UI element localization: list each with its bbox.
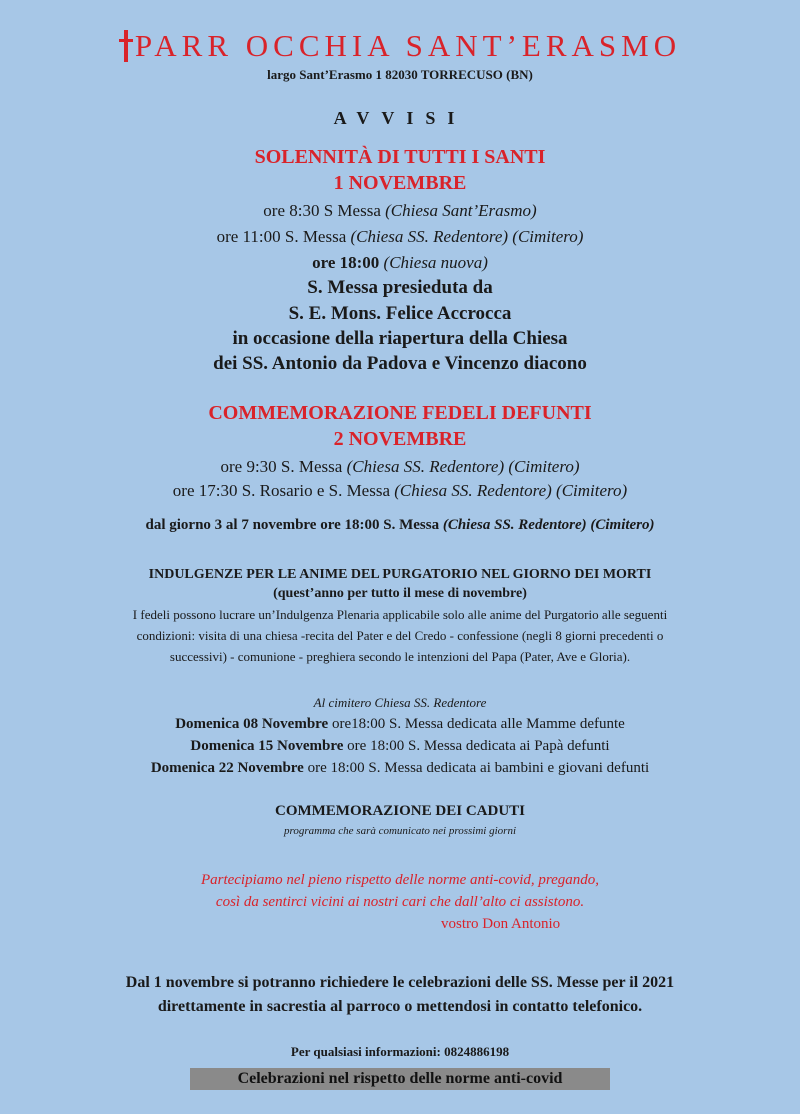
ognissanti-mass-1: ore 8:30 S Messa (Chiesa Sant’Erasmo) [263,201,537,220]
contact-info: Per qualsiasi informazioni: 0824886198 [290,1044,510,1059]
indulgenze-sub: (quest’anno per tutto il mese di novembre) [273,586,527,601]
ognissanti-mass-3: ore 18:00 (Chiesa nuova) [312,253,488,272]
domenica-1: Domenica 08 Novembre ore18:00 S. Messa dedicata alle Mamme defunte [175,716,625,732]
signature: vostro Don Antonio [441,916,561,932]
ognissanti-mass-2: ore 11:00 S. Messa (Chiesa SS. Redentore) (Cimitero) [216,227,584,246]
defunti-mass-1: ore 9:30 S. Messa (Chiesa SS. Redentore) (Cimitero) [220,457,580,476]
ognissanti-desc-3: in occasione della riapertura della Chiesa [232,328,568,349]
footer-notice: Dal 1 novembre si potranno richiedere le celebrazioni delle SS. Messe per il 2021 direttamente in sacrestia al parroco o mettendosi in contatto telefonico. [125,974,675,1015]
domeniche-intro: Al cimitero Chiesa SS. Redentore [313,695,487,710]
defunti-date: 2 NOVEMBRE [333,428,467,450]
defunti-mass-2: ore 17:30 S. Rosario e S. Messa (Chiesa SS. Redentore) (Cimitero) [172,481,628,500]
indulgenze-body: I fedeli possono lucrare un’Indulgenza Plenaria applicabile solo alle anime del Purgatorio alle seguenti condizioni: visita di una chiesa -recita del Pater e del Credo - confessione (negli 8 giorni precedenti o successivi) - comunione - preghiera secondo le intenzioni del Papa (Pater, Ave e Gloria). [132,607,668,664]
defunti-heading: COMMEMORAZIONE FEDELI DEFUNTI [208,402,592,424]
settimana-line: dal giorno 3 al 7 novembre ore 18:00 S. Messa (Chiesa SS. Redentore) (Cimitero) [145,517,655,533]
ognissanti-desc-4: dei SS. Antonio da Padova e Vincenzo diacono [213,353,587,374]
ognissanti-date: 1 NOVEMBRE [333,172,467,194]
closing-line-1: Partecipiamo nel pieno rispetto delle norme anti-covid, pregando, [200,872,600,888]
covid-banner: Celebrazioni nel rispetto delle norme anti-covid [190,1068,610,1090]
parish-address: largo Sant’Erasmo 1 82030 TORRECUSO (BN) [267,67,533,82]
indulgenze-heading: INDULGENZE PER LE ANIME DEL PURGATORIO NEL GIORNO DEI MORTI [148,567,652,582]
domenica-3: Domenica 22 Novembre ore 18:00 S. Messa dedicata ai bambini e giovani defunti [150,760,650,776]
caduti-heading: COMMEMORAZIONE DEI CADUTI [274,803,525,819]
avvisi-heading: AVVISI [333,108,467,128]
parish-title [0,28,800,67]
domenica-2: Domenica 15 Novembre ore 18:00 S. Messa dedicata ai Papà defunti [190,738,610,754]
closing-line-2: così da sentirci vicini ai nostri cari che dall’alto ci assistono. [215,894,585,910]
caduti-sub: programma che sarà comunicato nei prossimi giorni [283,825,516,837]
ognissanti-desc-1: S. Messa presieduta da [307,277,493,298]
ognissanti-desc-2: S. E. Mons. Felice Accrocca [288,303,512,324]
parish-name: PARR OCCHIA SANT’ERASMO [134,28,682,63]
cross-icon [119,30,133,62]
ognissanti-heading: SOLENNITÀ DI TUTTI I SANTI [254,146,546,168]
